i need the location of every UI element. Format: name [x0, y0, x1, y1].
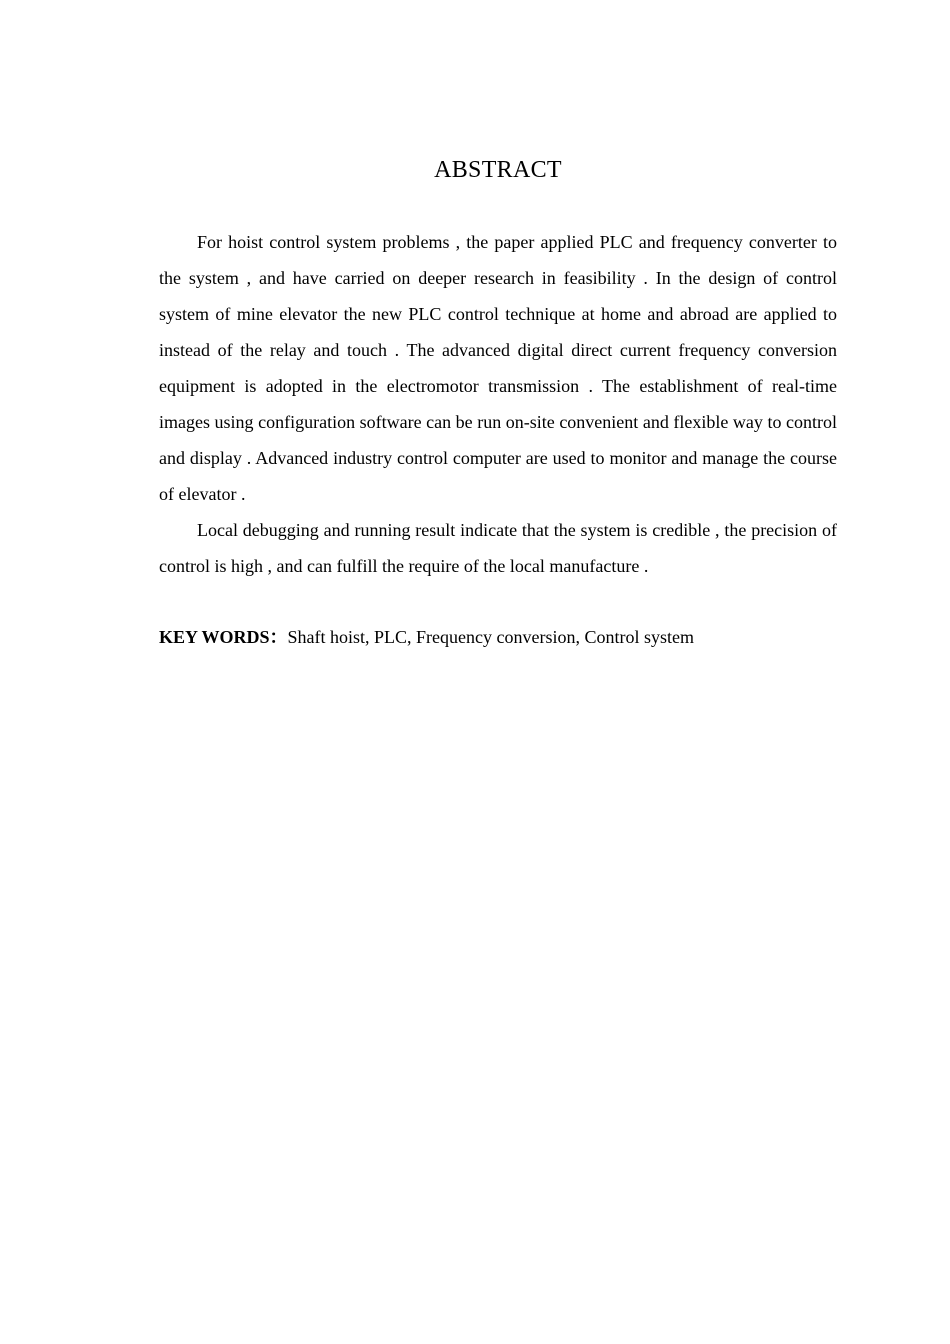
keywords-text: Shaft hoist, PLC, Frequency conversion, Control system: [287, 627, 694, 647]
abstract-paragraph-2: Local debugging and running result indicate that the system is credible , the precision of control is high , and can fulfill the require of the local manufacture .: [159, 520, 837, 576]
keywords-label: KEY WORDS：: [159, 627, 288, 647]
keywords-line: [159, 622, 859, 652]
abstract-paragraph-1: For hoist control system problems , the paper applied PLC and frequency converter to the system , and have carried on deeper research in feasibility . In the design of control system of mine elevator the new PLC control technique at home and abroad are applied to instead of the relay and touch . The advanced digital direct current frequency conversion equipment is adopted in the electromotor transmission . The establishment of real-time images using configuration software can be run on-site convenient and flexible way to control and display . Advanced industry control computer are used to monitor and manage the course of elevator .: [159, 232, 837, 504]
page-title: ABSTRACT: [434, 157, 562, 183]
abstract-body: [159, 224, 837, 584]
